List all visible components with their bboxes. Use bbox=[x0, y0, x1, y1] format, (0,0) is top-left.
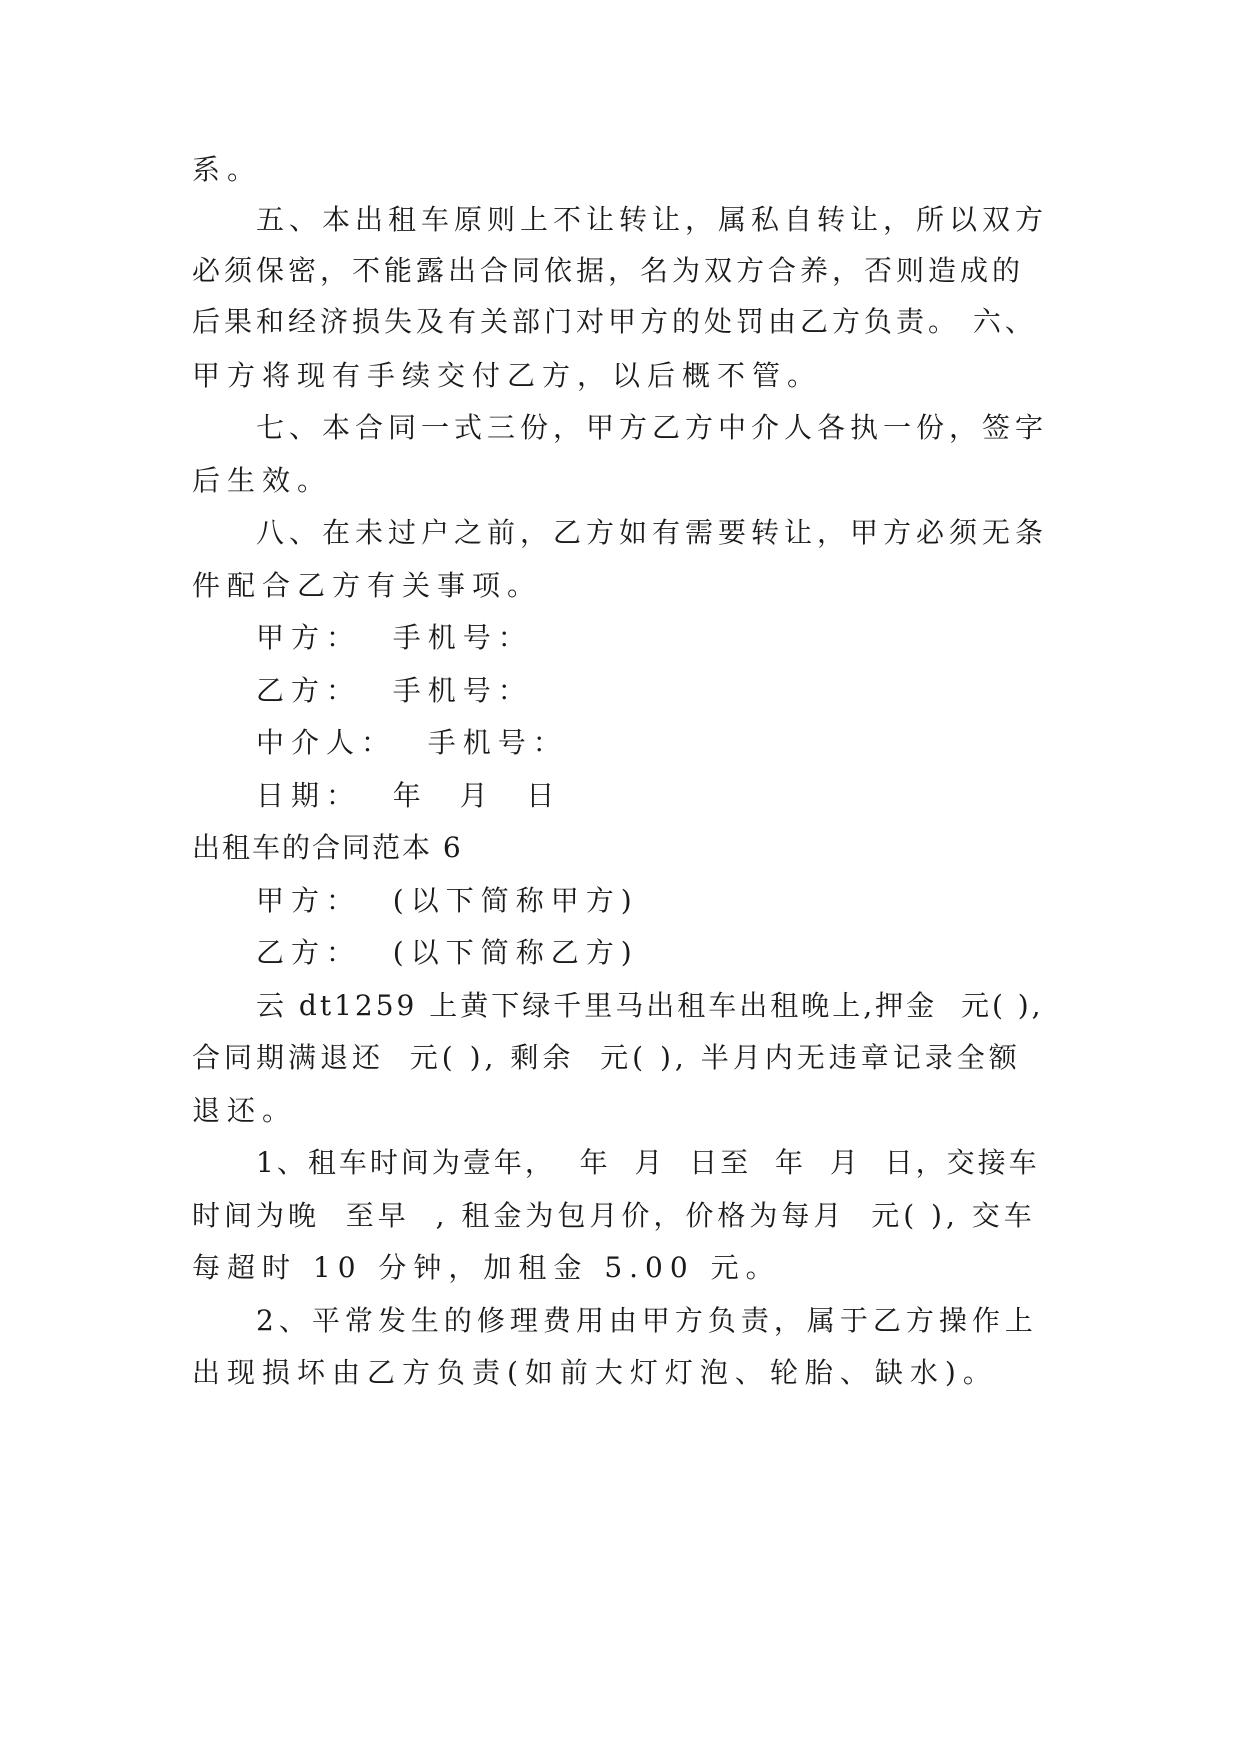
signature-line: 甲方： 手机号： bbox=[256, 621, 533, 654]
paragraph-line: 时间为晚 至早 , 租金为包月价，价格为每月 元( ), 交车 bbox=[192, 1199, 1036, 1232]
signature-line: 中介人： 手机号： bbox=[256, 726, 568, 759]
paragraph-line: 1、租车时间为壹年， 年 月 日至 年 月 日，交接车 bbox=[256, 1146, 1040, 1179]
paragraph-line: 合同期满退还 元( ), 剩余 元( ), 半月内无违章记录全额 bbox=[192, 1041, 1021, 1074]
paragraph-line: 后果和经济损失及有关部门对甲方的处罚由乙方负责。 六、 bbox=[192, 305, 1037, 338]
paragraph-line: 件配合乙方有关事项。 bbox=[192, 569, 543, 602]
paragraph-line: 甲方将现有手续交付乙方，以后概不管。 bbox=[192, 359, 823, 392]
paragraph-line: 后生效。 bbox=[192, 464, 333, 497]
paragraph-line: 2、平常发生的修理费用由甲方负责，属于乙方操作上 bbox=[256, 1304, 1038, 1337]
paragraph-line: 退还。 bbox=[192, 1094, 298, 1127]
paragraph-line: 出现损坏由乙方负责(如前大灯灯泡、轮胎、缺水)。 bbox=[192, 1356, 998, 1389]
paragraph-line: 五、本出租车原则上不让转让，属私自转让，所以双方 bbox=[256, 203, 1049, 236]
signature-line: 乙方： 手机号： bbox=[256, 674, 533, 707]
party-line: 乙方： (以下简称乙方) bbox=[256, 936, 639, 969]
date-line: 日期： 年 月 日 bbox=[256, 779, 562, 812]
paragraph-line: 云 dt1259 上黄下绿千里马出租车出租晚上,押金 元( ), bbox=[256, 989, 1044, 1022]
paragraph-line: 七、本合同一式三份，甲方乙方中介人各执一份，签字 bbox=[256, 411, 1049, 444]
paragraph-line: 必须保密，不能露出合同依据，名为双方合养，否则造成的 bbox=[192, 254, 1025, 287]
party-line: 甲方： (以下简称甲方) bbox=[256, 884, 639, 917]
paragraph-line: 每超时 10 分钟，加租金 5.00 元。 bbox=[192, 1251, 781, 1284]
paragraph-line: 系。 bbox=[192, 153, 263, 186]
paragraph-line: 八、在未过户之前，乙方如有需要转让，甲方必须无条 bbox=[256, 516, 1049, 549]
section-heading: 出租车的合同范本 6 bbox=[192, 831, 463, 864]
